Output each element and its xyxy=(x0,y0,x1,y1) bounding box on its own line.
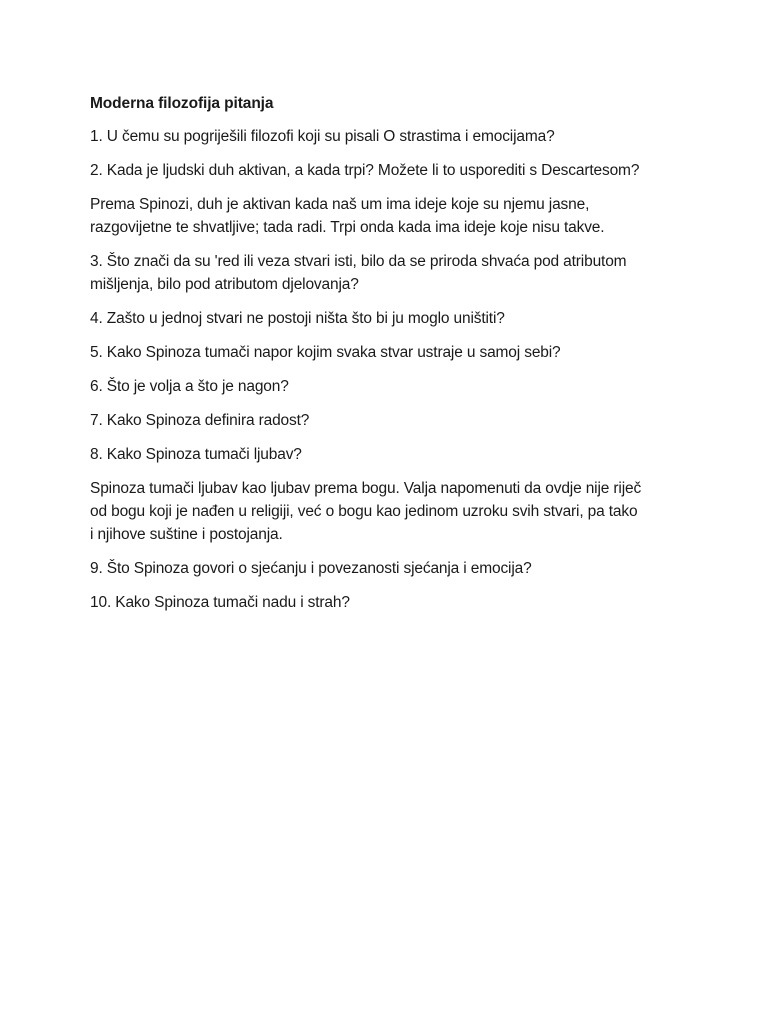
paragraph-line: od bogu koji je nađen u religiji, već o bogu kao jedinom uzroku svih stvari, pa tako xyxy=(90,503,638,520)
paragraph-line: razgovijetne te shvatljive; tada radi. Trpi onda kada ima ideje koje nisu takve. xyxy=(90,219,605,236)
paragraph xyxy=(90,375,690,398)
paragraph-line: 9. Što Spinoza govori o sjećanju i povezanosti sjećanja i emocija? xyxy=(90,560,532,577)
paragraph-line: 7. Kako Spinoza definira radost? xyxy=(90,412,310,429)
paragraph-list xyxy=(90,125,690,614)
paragraph xyxy=(90,409,690,432)
paragraph xyxy=(90,557,690,580)
paragraph xyxy=(90,125,690,148)
paragraph-line: 6. Što je volja a što je nagon? xyxy=(90,378,289,395)
paragraph xyxy=(90,250,690,296)
paragraph-line: mišljenja, bilo pod atributom djelovanja? xyxy=(90,276,359,293)
document-title: Moderna filozofija pitanja xyxy=(90,95,274,112)
paragraph-line: 10. Kako Spinoza tumači nadu i strah? xyxy=(90,594,350,611)
paragraph xyxy=(90,591,690,614)
paragraph xyxy=(90,193,690,239)
paragraph-line: 4. Zašto u jednoj stvari ne postoji ništa što bi ju moglo uništiti? xyxy=(90,310,505,327)
paragraph xyxy=(90,159,690,182)
paragraph xyxy=(90,307,690,330)
document-page xyxy=(90,92,690,625)
paragraph-line: 1. U čemu su pogriješili filozofi koji su pisali O strastima i emocijama? xyxy=(90,128,555,145)
paragraph xyxy=(90,477,690,546)
paragraph-line: i njihove suštine i postojanja. xyxy=(90,526,283,543)
paragraph-line: 8. Kako Spinoza tumači ljubav? xyxy=(90,446,302,463)
paragraph-line: Prema Spinozi, duh je aktivan kada naš um ima ideje koje su njemu jasne, xyxy=(90,196,590,213)
paragraph xyxy=(90,341,690,364)
paragraph-line: 3. Što znači da su 'red ili veza stvari isti, bilo da se priroda shvaća pod atributom xyxy=(90,253,627,270)
paragraph-line: 5. Kako Spinoza tumači napor kojim svaka stvar ustraje u samoj sebi? xyxy=(90,344,561,361)
paragraph-line: 2. Kada je ljudski duh aktivan, a kada trpi? Možete li to usporediti s Descartesom? xyxy=(90,162,640,179)
paragraph xyxy=(90,443,690,466)
paragraph-line: Spinoza tumači ljubav kao ljubav prema bogu. Valja napomenuti da ovdje nije riječ xyxy=(90,480,642,497)
